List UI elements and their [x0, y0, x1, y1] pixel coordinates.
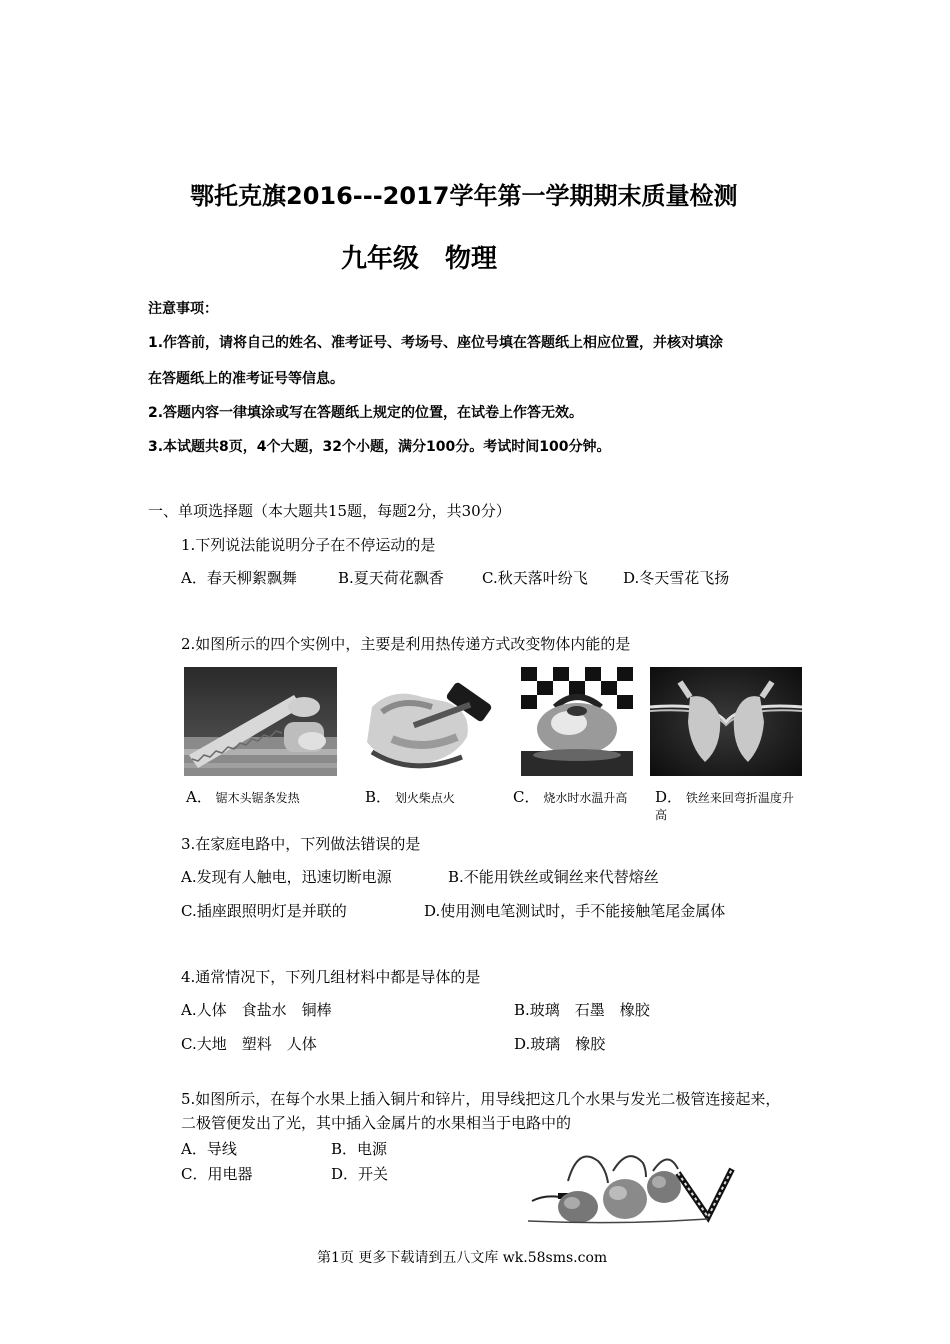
section-heading: 一、单项选择题（本大题共15题，每题2分，共30分） — [148, 502, 511, 520]
q2-caption-b — [365, 786, 455, 807]
q1-option-a: A．春天柳絮飘舞 — [181, 569, 297, 587]
q4-option-a: A.人体 食盐水 铜棒 — [181, 1001, 332, 1019]
q5-stem: 5.如图所示，在每个水果上插入铜片和锌片，用导线把这几个水果与发光二极管连接起来， — [181, 1090, 781, 1108]
notice-item-3: 3.本试题共8页，4个大题，32个小题，满分100分。考试时间100分钟。 — [148, 439, 611, 455]
q2-caption-b-text: 划火柴点火 — [394, 791, 455, 805]
q2-caption-d-cont: 高 — [655, 808, 668, 822]
q1-stem: 1.下列说法能说明分子在不停运动的是 — [181, 536, 436, 554]
q5-option-d: D．开关 — [331, 1165, 389, 1183]
q4-option-d: D.玻璃 橡胶 — [514, 1035, 606, 1053]
wire-photo — [650, 667, 802, 776]
q4-option-b: B.玻璃 石墨 橡胶 — [514, 1001, 650, 1019]
q4-option-c: C.大地 塑料 人体 — [181, 1035, 317, 1053]
q2-caption-a-text: 锯木头锯条发热 — [215, 791, 300, 805]
q3-stem: 3.在家庭电路中，下列做法错误的是 — [181, 835, 421, 853]
q2-caption-c-text: 烧水时水温升高 — [543, 791, 628, 805]
q2-caption-b-letter: B． — [365, 788, 392, 806]
q2-caption-a — [186, 786, 300, 807]
q2-caption-d — [655, 786, 794, 807]
kettle-photo — [521, 667, 633, 776]
match-photo — [352, 667, 500, 776]
saw-photo — [184, 667, 337, 776]
q2-caption-a-letter: A． — [186, 788, 212, 806]
q2-caption-d-text: 铁丝来回弯折温度升 — [685, 791, 794, 805]
q5-stem-cont: 二极管便发出了光，其中插入金属片的水果相当于电路中的 — [181, 1114, 572, 1132]
notice-item-1-cont: 在答题纸上的准考证号等信息。 — [148, 371, 344, 387]
notice-item-1: 1.作答前，请将自己的姓名、准考证号、考场号、座位号填在答题纸上相应位置，并核对填涂 — [148, 335, 724, 351]
q3-option-a: A.发现有人触电，迅速切断电源 — [181, 868, 392, 886]
q3-option-c: C.插座跟照明灯是并联的 — [181, 902, 347, 920]
exam-subtitle: 九年级 物理 — [341, 244, 498, 274]
q2-caption-d-letter: D． — [655, 788, 683, 806]
page-footer: 第1页 更多下载请到五八文库 wk.58sms.com — [317, 1250, 608, 1266]
notice-item-2: 2.答题内容一律填涂或写在答题纸上规定的位置，在试卷上作答无效。 — [148, 405, 584, 421]
q5-option-c: C．用电器 — [181, 1165, 253, 1183]
q5-option-b: B．电源 — [331, 1140, 388, 1158]
q5-option-a: A．导线 — [181, 1140, 237, 1158]
q1-option-d: D.冬天雪花飞扬 — [623, 569, 730, 587]
q2-caption-c-letter: C． — [513, 788, 540, 806]
q1-option-c: C.秋天落叶纷飞 — [482, 569, 588, 587]
q2-caption-c — [513, 786, 627, 807]
fruit-battery-figure — [528, 1141, 738, 1225]
q1-option-b: B.夏天荷花飘香 — [338, 569, 444, 587]
q3-option-d: D.使用测电笔测试时，手不能接触笔尾金属体 — [424, 902, 726, 920]
q4-stem: 4.通常情况下，下列几组材料中都是导体的是 — [181, 968, 481, 986]
exam-title: 鄂托克旗2016---2017学年第一学期期末质量检测 — [190, 182, 738, 210]
q2-stem: 2.如图所示的四个实例中，主要是利用热传递方式改变物体内能的是 — [181, 635, 631, 653]
notice-heading: 注意事项： — [148, 301, 218, 317]
q3-option-b: B.不能用铁丝或铜丝来代替熔丝 — [448, 868, 659, 886]
